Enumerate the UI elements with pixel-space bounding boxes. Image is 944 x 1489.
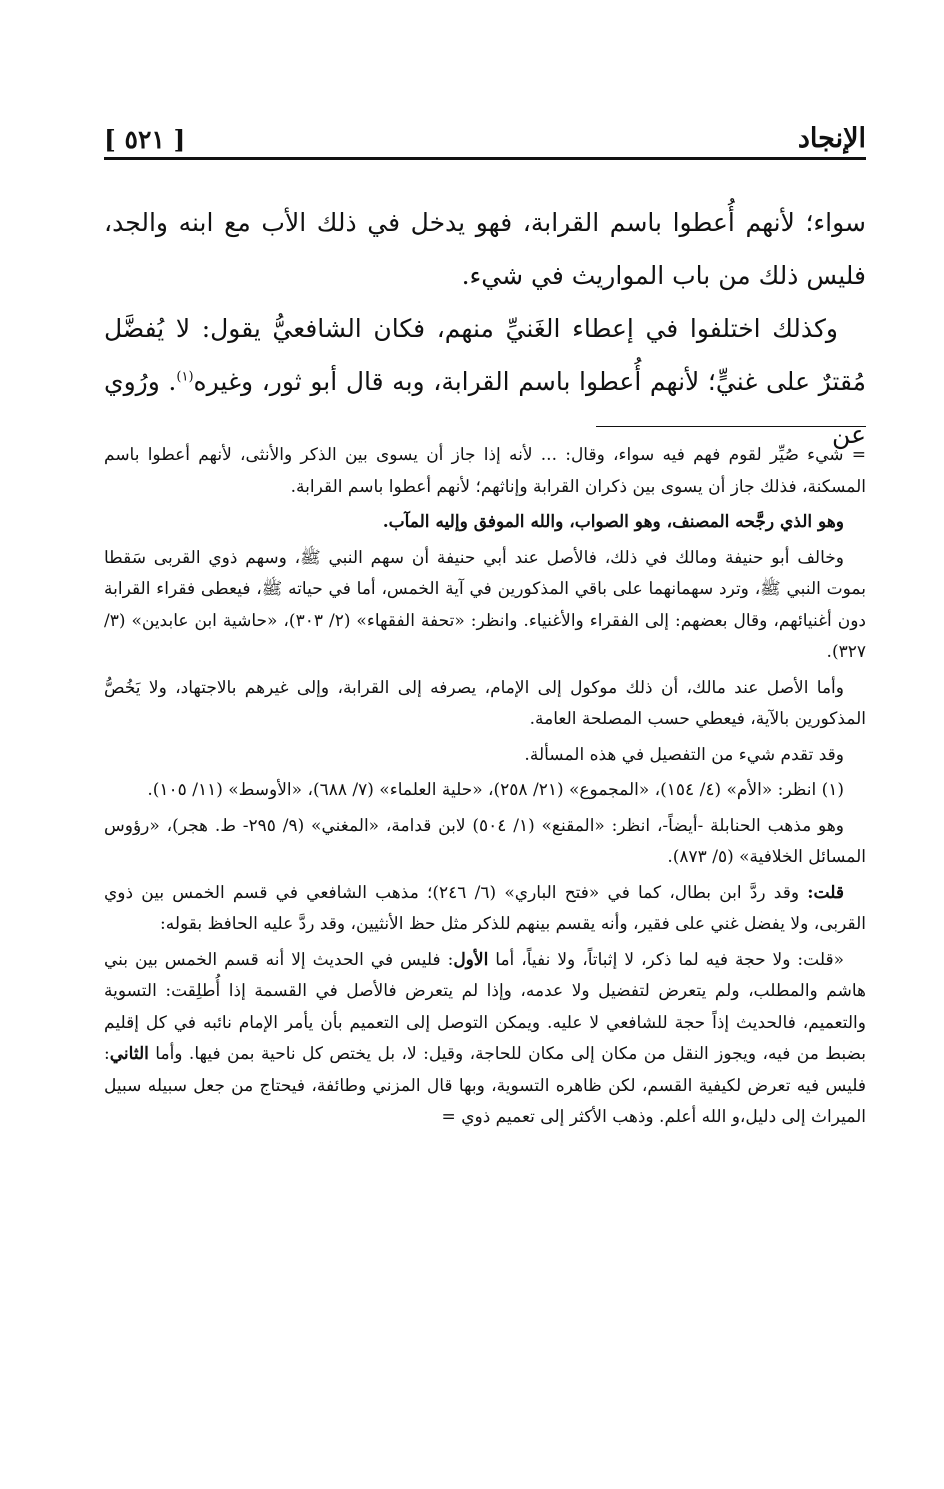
page-number: [ ٥٢١ ] — [104, 125, 186, 154]
footnote-text-span: : فليس فيه تعرض لكيفية القسم، لكن ظاهره التسوية، وبها قال المزني وطائفة، فيحتاج من جعل سبيله سبيل الميراث إلى دليل،و الله أعلم. وذهب الأكثر إلى تعميم ذوي = — [104, 1044, 866, 1127]
footnote-text-span: وقد ردَّ ابن بطال، كما في «فتح الباري» (٦/ ٢٤٦)؛ مذهب الشافعي في قسم الخمس بين ذوي القربى، ولا يفضل غني على فقير، وأنه يقسم بينهم للذكر مثل حظ الأنثيين، وقد ردَّ عليه الحافظ بقوله: — [104, 882, 866, 934]
first-label: الأول — [453, 949, 489, 970]
footnote-quote — [104, 945, 866, 1134]
footnote-paragraph: وهو الذي رجَّحه المصنف، وهو الصواب، والله الموفق وإليه المآب. — [382, 512, 844, 532]
footnote-paragraph: وأما الأصل عند مالك، أن ذلك موكول إلى الإمام، يصرفه إلى القرابة، وإلى غيرهم بالاجتهاد، ولا يَخُصُّ المذكورين بالآية، فيعطي حسب المصلحة العامة. — [104, 677, 866, 729]
running-title: الإنجاد — [797, 123, 866, 154]
main-text — [104, 196, 866, 461]
second-label: الثاني — [109, 1044, 149, 1064]
footnote-text-span: : فليس في الحديث إلا أنه قسم الخمس بين بني هاشم والمطلب، ولم يتعرض لتفضيل ولا عدمه، وإذا لم يتعرض فالأصل في القسمة إذا أُطلِقت: التسوية والتعميم، فالحديث إذاً حجة للشافعي لا عليه. ويمكن التوصل إلى التعميم بأن يأمر الإمام نائبه في كل إقليم بضبط من فيه، ويجوز النقل من مكان إلى مكان للحاجة، وقيل: لا، بل يختص كل ناحية بمن فيها. وأما — [104, 949, 866, 1064]
qultu-label: قلت: — [807, 882, 844, 903]
header-rule — [104, 157, 866, 160]
footnote-paragraph: وهو مذهب الحنابلة -أيضاً-، انظر: «المقنع» (١/ ٥٠٤) لابن قدامة، «المغني» (٩/ ٢٩٥- ط. هجر)، «رؤوس المسائل الخلافية» (٥/ ٨٧٣). — [104, 815, 866, 867]
footnote-1: (١) انظر: «الأم» (٤/ ١٥٤)، «المجموع» (٢١/ ٢٥٨)، «حلية العلماء» (٧/ ٦٨٨)، «الأوسط» (١١/ ١٠٥). — [147, 780, 844, 800]
main-paragraph — [104, 302, 866, 461]
footnote-paragraph: وخالف أبو حنيفة ومالك في ذلك، فالأصل عند أبي حنيفة أن سهم النبي ﷺ، وسهم ذوي القربى سَقطا بموت النبي ﷺ، وترد سهمانهما على باقي المذكورين في آية الخمس، أما في حياته ﷺ، فيعطى فقراء القرابة دون أغنيائهم، وقال بعضهم: إلى الفقراء والأغنياء. وانظر: «تحفة الفقهاء» (٢/ ٣٠٣)، «حاشية ابن عابدين» (٣/ ٣٢٧). — [104, 547, 866, 662]
footnote-text-span: «قلت: ولا حجة فيه لما ذكر، لا إثباتاً، ولا نفياً، أما — [488, 949, 844, 970]
main-text-span: وكذلك اختلفوا في إعطاء الغَنيِّ منهم، فكان الشافعيُّ يقول: لا يُفضَّل مُقترٌ على غنيٍّ؛ لأنهم أُعطوا باسم القرابة، وبه قال أبو ثور، وغيره — [104, 314, 866, 396]
footnote-reference[interactable]: (١) — [176, 369, 194, 385]
footnote-paragraph: = شيء صُيِّر لقوم فهم فيه سواء، وقال: ... لأنه إذا جاز أن يسوى بين الذكر والأنثى، لأنهم أعطوا باسم المسكنة، فذلك جاز أن يسوى بين ذكران القرابة وإناثهم؛ لأنهم أعطوا باسم القرابة. — [104, 445, 866, 497]
footnotes — [104, 440, 866, 1138]
main-paragraph: سواء؛ لأنهم أُعطوا باسم القرابة، فهو يدخل في ذلك الأب مع ابنه والجد، فليس ذلك من باب المواريث في شيء. — [104, 208, 866, 290]
main-text-span: . ورُوي عن — [104, 367, 866, 449]
page-header — [104, 108, 866, 152]
footnote-separator — [596, 426, 866, 427]
footnote-paragraph: وقد تقدم شيء من التفصيل في هذه المسألة. — [524, 744, 844, 765]
footnote-paragraph — [104, 878, 866, 941]
